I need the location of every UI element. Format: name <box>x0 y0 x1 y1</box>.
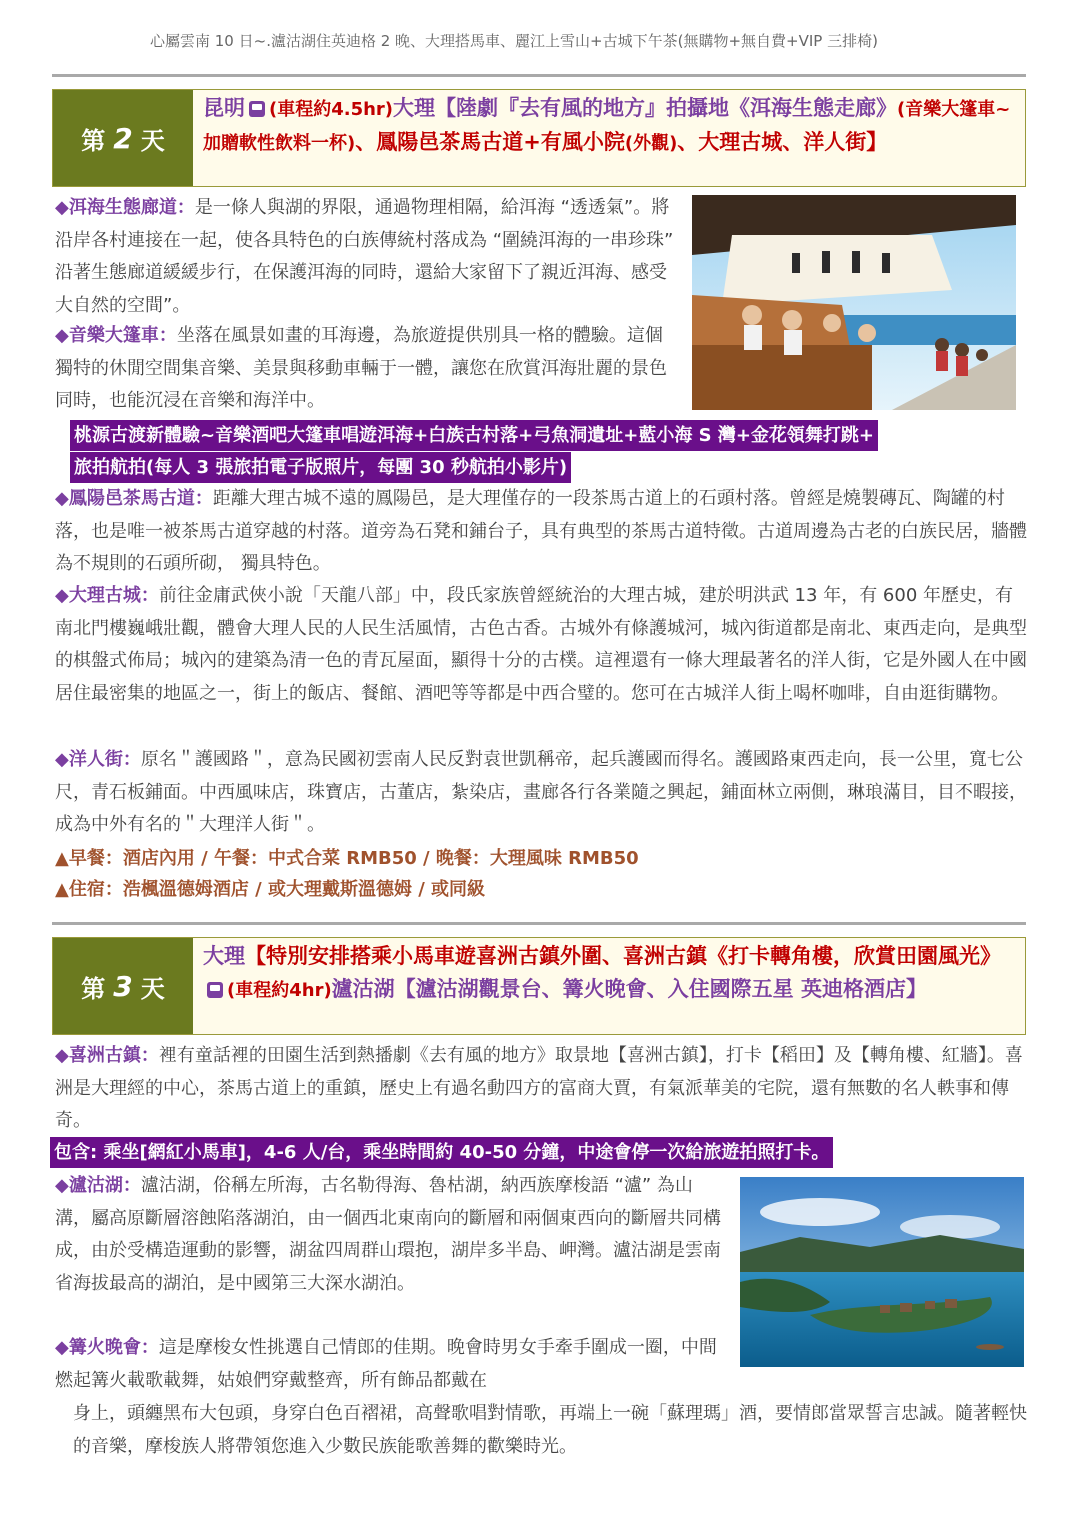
lugu-lake-paragraph: ◆瀘沽湖：瀘沽湖，俗稱左所海，古名勒得海、魯枯湖，納西族摩梭語 “瀘” 為山溝，屬高原斷層溶蝕陷落湖泊，由一個西北東南向的斷層和兩個東西向的斷層共同構成，由於受構造運動的影響，湖盆四周群山環抱，湖岸多半島、岬灣。瀘沽湖是雲南省海拔最高的湖泊，是中國第三大深水湖泊。 <box>55 1175 721 1294</box>
day2-meals: ▲早餐：酒店內用 / 午餐：中式合菜 RMB50 / 晚餐：大理風味 RMB50 <box>55 848 639 869</box>
day2-label: 第 2 天 <box>53 90 193 186</box>
erhai-paragraph: ◆洱海生態廊道：是一條人與湖的界限，通過物理相隔，給洱海 “透透氣”。將沿岸各村連接在一起，使各具特色的白族傳統村落成為 “圍繞洱海的一串珍珠” 沿著生態廊道緩緩步行，在保護洱海的同時，還給大家留下了親近洱海、感受大自然的空間”。 <box>55 197 674 316</box>
xizhou-paragraph: ◆喜洲古鎮：裡有童話裡的田園生活到熱播劇《去有風的地方》取景地【喜洲古鎮】，打卡【稻田】及【轉角樓、紅牆】。喜洲是大理經的中心，茶馬古道上的重鎮，歷史上有過名動四方的富商大賈，有氣派華美的宅院，還有無數的名人軼事和傳奇。 <box>55 1045 1023 1131</box>
day2-header <box>52 89 1026 187</box>
bonfire-paragraph-b: 身上，頭纏黑布大包頭，身穿白色百褶裙，高聲歌唱對情歌，再端上一碗「蘇理瑪」酒，要情郎當眾誓言忠誠。隨著輕快的音樂，摩梭族人將帶領您進入少數民族能歌善舞的歡樂時光。 <box>73 1403 1027 1457</box>
bus-icon <box>249 101 265 117</box>
dali-oldtown-paragraph: ◆大理古城：前往金庸武俠小說「天龍八部」中，段氏家族曾經統治的大理古城，建於明洪武 13 年，有 600 年歷史，有南北門樓巍峨壯觀，體會大理人民的人民生活風情，古色古香。古城外有條護城河，城內街道都是南北、東西走向，是典型的棋盤式佈局；城內的建築為清一色的青瓦屋面，顯得十分的古樸。這裡還有一條大理最著名的洋人街，它是外國人在中國居住最密集的地區之一，街上的飯店、餐館、酒吧等等都是中西合璧的。您可在古城洋人街上喝杯咖啡，自由逛街購物。 <box>55 585 1027 704</box>
page-header-title: 心屬雲南 10 日~.瀘沽湖住英迪格 2 晚、大理搭馬車、麗江上雪山+古城下午茶(無購物+無自費+VIP 三排椅) <box>150 32 878 50</box>
day3-highlight: 包含: 乘坐[網紅小馬車]，4-6 人/台，乘坐時間約 40-50 分鐘，中途會停一次給旅遊拍照打卡。 <box>50 1137 833 1168</box>
bonfire-paragraph-a: ◆篝火晚會：這是摩梭女性挑選自己情郎的佳期。晚會時男女手牽手圍成一圈，中間燃起篝火載歌載舞，姑娘們穿戴整齊，所有飾品都戴在 <box>55 1337 717 1391</box>
music-caravan-paragraph: ◆音樂大篷車：坐落在風景如畫的耳海邊，為旅遊提供別具一格的體驗。這個獨特的休閒空間集音樂、美景與移動車輛于一體，讓您在欣賞洱海壯麗的景色同時，也能沉浸在音樂和海洋中。 <box>55 325 667 411</box>
foreigner-street-paragraph: ◆洋人街：原名＂護國路＂，意為民國初雲南人民反對袁世凱稱帝，起兵護國而得名。護國路東西走向，長一公里，寬七公尺，青石板鋪面。中西風味店，珠寶店，古董店，紮染店，畫廊各行各業隨之興起，鋪面林立兩側，琳琅滿目，目不暇接，成為中外有名的＂大理洋人街＂。 <box>55 749 1027 835</box>
erhai-caravan-photo <box>692 195 1016 410</box>
day3-label: 第 3 天 <box>53 938 193 1034</box>
bus-icon <box>207 982 223 998</box>
day3-title: 大理【特別安排搭乘小馬車遊喜洲古鎮外圍、喜洲古鎮《打卡轉角樓，欣賞田園風光》(車程約4hr)瀘沽湖【瀘沽湖觀景台、篝火晚會、入住國際五星 英迪格酒店】 <box>203 944 1001 1001</box>
day2-hotel: ▲住宿：浩楓溫德姆酒店 / 或大理戴斯溫德姆 / 或同級 <box>55 879 486 900</box>
lugu-lake-photo <box>740 1177 1024 1367</box>
divider-top <box>52 74 1026 77</box>
day2-highlight-line1: 桃源古渡新體驗~音樂酒吧大篷車唱遊洱海+白族古村落+弓魚洞遺址+藍小海 S 灣+金花領舞打跳+ <box>70 420 878 451</box>
day2-title: 昆明 (車程約4.5hr)大理【陸劇『去有風的地方』拍攝地《洱海生態走廊》(音樂大篷車~加贈軟性飲料一杯)、鳳陽邑茶馬古道+有風小院(外觀)、大理古城、洋人街】 <box>203 96 1011 154</box>
fengyang-paragraph: ◆鳳陽邑茶馬古道：距離大理古城不遠的鳳陽邑，是大理僅存的一段茶馬古道上的石頭村落。曾經是燒製磚瓦、陶罐的村落，也是唯一被茶馬古道穿越的村落。道旁為石凳和鋪台子，具有典型的茶馬古道特徵。古道周邊為古老的白族民居，牆體為不規則的石頭所砌， 獨具特色。 <box>55 488 1027 574</box>
day3-header <box>52 937 1026 1035</box>
divider-mid <box>52 922 1026 925</box>
day2-highlight-line2: 旅拍航拍(每人 3 張旅拍電子版照片，每團 30 秒航拍小影片) <box>70 452 571 483</box>
